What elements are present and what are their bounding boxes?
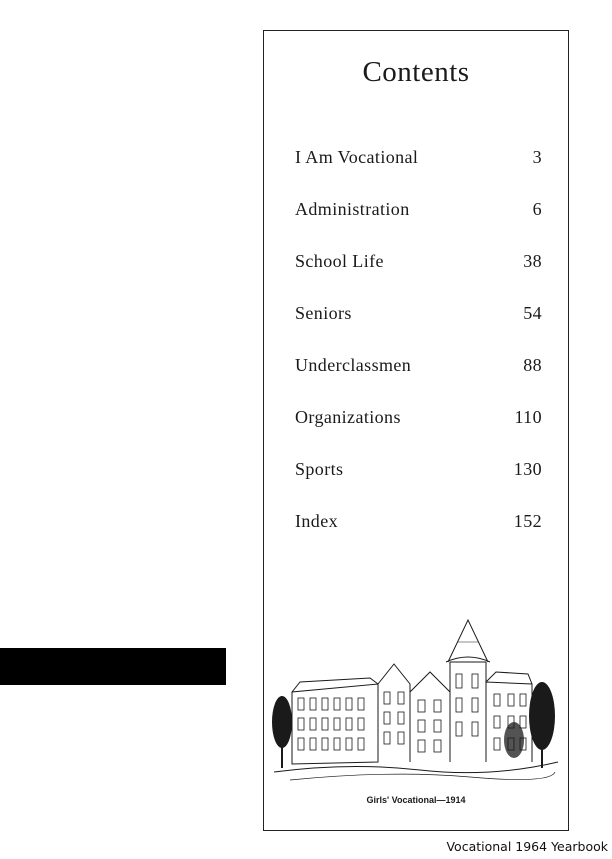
- toc-entry-page: 38: [523, 251, 542, 271]
- toc-entry: [295, 147, 542, 199]
- toc-entry-label: Index: [295, 511, 338, 531]
- toc-entry-label: Seniors: [295, 303, 352, 323]
- toc-entry-label: School Life: [295, 251, 384, 271]
- toc-entry: [295, 251, 542, 303]
- toc-entry-page: 6: [532, 199, 542, 219]
- contents-title: Contents: [362, 56, 470, 88]
- toc-entry: [295, 303, 542, 355]
- toc-entry-page: 54: [523, 303, 542, 323]
- toc-entry-label: Organizations: [295, 407, 401, 427]
- toc-entry-label: Administration: [295, 199, 410, 219]
- toc-entry-page: 88: [523, 355, 542, 375]
- toc-entry-label: Sports: [295, 459, 344, 479]
- contents-list: [295, 147, 542, 563]
- toc-entry-label: I Am Vocational: [295, 147, 419, 167]
- black-bar: [0, 648, 226, 685]
- toc-entry-page: 110: [514, 407, 542, 427]
- school-building-sketch-icon: [270, 612, 562, 790]
- toc-entry: [295, 511, 542, 563]
- toc-entry: [295, 199, 542, 251]
- toc-entry-page: 3: [532, 147, 542, 167]
- toc-entry: [295, 459, 542, 511]
- toc-entry-page: 130: [513, 459, 542, 479]
- toc-entry-page: 152: [513, 511, 542, 531]
- toc-entry-label: Underclassmen: [295, 355, 412, 375]
- toc-entry: [295, 355, 542, 407]
- illustration-caption: Girls' Vocational—1914: [366, 795, 466, 805]
- footer-label: Vocational 1964 Yearbook: [446, 839, 608, 854]
- toc-entry: [295, 407, 542, 459]
